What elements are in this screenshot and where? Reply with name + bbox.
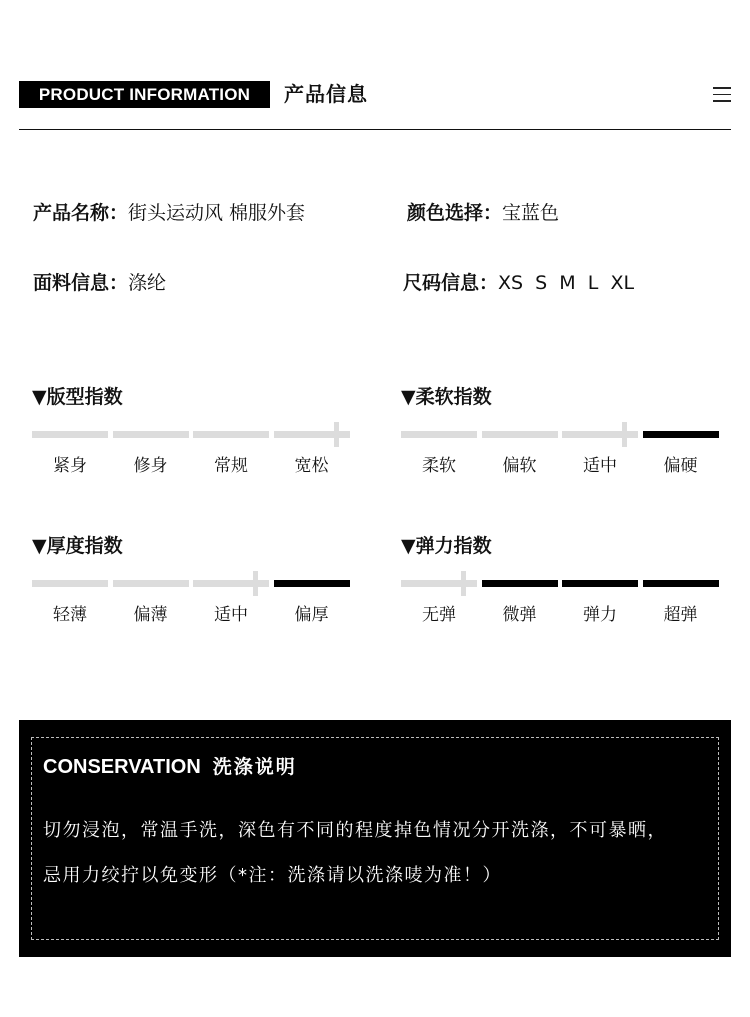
index-segment: [401, 431, 477, 438]
care-text: 切勿浸泡，常温手洗，深色有不同的程度掉色情况分开洗涤，不可暴晒，忌用力绞拧以免变形（*注：洗涤请以洗涤唛为准！）: [43, 820, 667, 886]
index-segment: [193, 431, 269, 438]
care-title: [43, 754, 297, 780]
scale-label: 偏软: [502, 456, 537, 476]
index-segment: [643, 431, 719, 438]
product-name-row: [33, 200, 305, 226]
scale-label: 微弹: [502, 605, 537, 625]
scale-label: 无弹: [422, 605, 456, 625]
size-value: XS S M L XL: [498, 272, 635, 294]
scale-label: 紧身: [53, 456, 87, 476]
fit-index-bars: [32, 431, 350, 438]
care-title-en: CONSERVATION: [43, 756, 201, 778]
thickness-index-labels: [32, 603, 350, 627]
index-marker: [622, 422, 627, 447]
thickness-index-title: ▼厚度指数: [32, 535, 123, 557]
header-title: 产品信息: [284, 82, 368, 106]
index-segment: [643, 580, 719, 587]
care-title-zh: 洗涤说明: [212, 756, 297, 778]
scale-label: 偏厚: [294, 605, 329, 625]
fabric-label: 面料信息：: [33, 272, 129, 294]
fit-index-title: ▼版型指数: [32, 386, 123, 408]
fabric-row: [33, 270, 166, 296]
softness-index-bars: [401, 431, 719, 438]
index-segment: [113, 431, 189, 438]
color-value: 宝蓝色: [502, 202, 560, 224]
scale-label: 常规: [214, 456, 248, 476]
product-name-value: 街头运动风 棉服外套: [128, 202, 306, 224]
size-row: [403, 270, 634, 296]
color-row: [407, 200, 559, 226]
scale-label: 修身: [133, 456, 168, 476]
menu-icon[interactable]: [713, 87, 731, 102]
index-segment: [32, 580, 108, 587]
index-marker: [253, 571, 258, 596]
index-segment: [562, 580, 638, 587]
scale-label: 宽松: [294, 456, 329, 476]
index-segment: [482, 580, 558, 587]
softness-index-title: ▼柔软指数: [401, 386, 492, 408]
index-segment: [482, 431, 558, 438]
header-badge: PRODUCT INFORMATION: [19, 81, 270, 108]
scale-label: 弹力: [583, 605, 617, 625]
fabric-value: 涤纶: [128, 272, 167, 294]
elasticity-index-bars: [401, 580, 719, 587]
index-marker: [461, 571, 466, 596]
scale-label: 柔软: [422, 456, 456, 476]
index-segment: [113, 580, 189, 587]
scale-label: 轻薄: [53, 605, 87, 625]
color-label: 颜色选择：: [407, 202, 503, 224]
product-name-label: 产品名称：: [33, 202, 129, 224]
softness-index-labels: [401, 454, 719, 478]
scale-label: 适中: [583, 456, 617, 476]
fit-index-labels: [32, 454, 350, 478]
index-segment: [274, 580, 350, 587]
size-label: 尺码信息：: [403, 272, 499, 294]
section-header: [19, 81, 731, 130]
elasticity-index-title: ▼弹力指数: [401, 535, 492, 557]
scale-label: 超弹: [663, 605, 698, 625]
index-marker: [334, 422, 339, 447]
scale-label: 偏薄: [133, 605, 168, 625]
elasticity-index-labels: [401, 603, 719, 627]
thickness-index-bars: [32, 580, 350, 587]
index-segment: [32, 431, 108, 438]
scale-label: 偏硬: [663, 456, 698, 476]
scale-label: 适中: [214, 605, 248, 625]
care-instructions-panel: [19, 720, 731, 957]
